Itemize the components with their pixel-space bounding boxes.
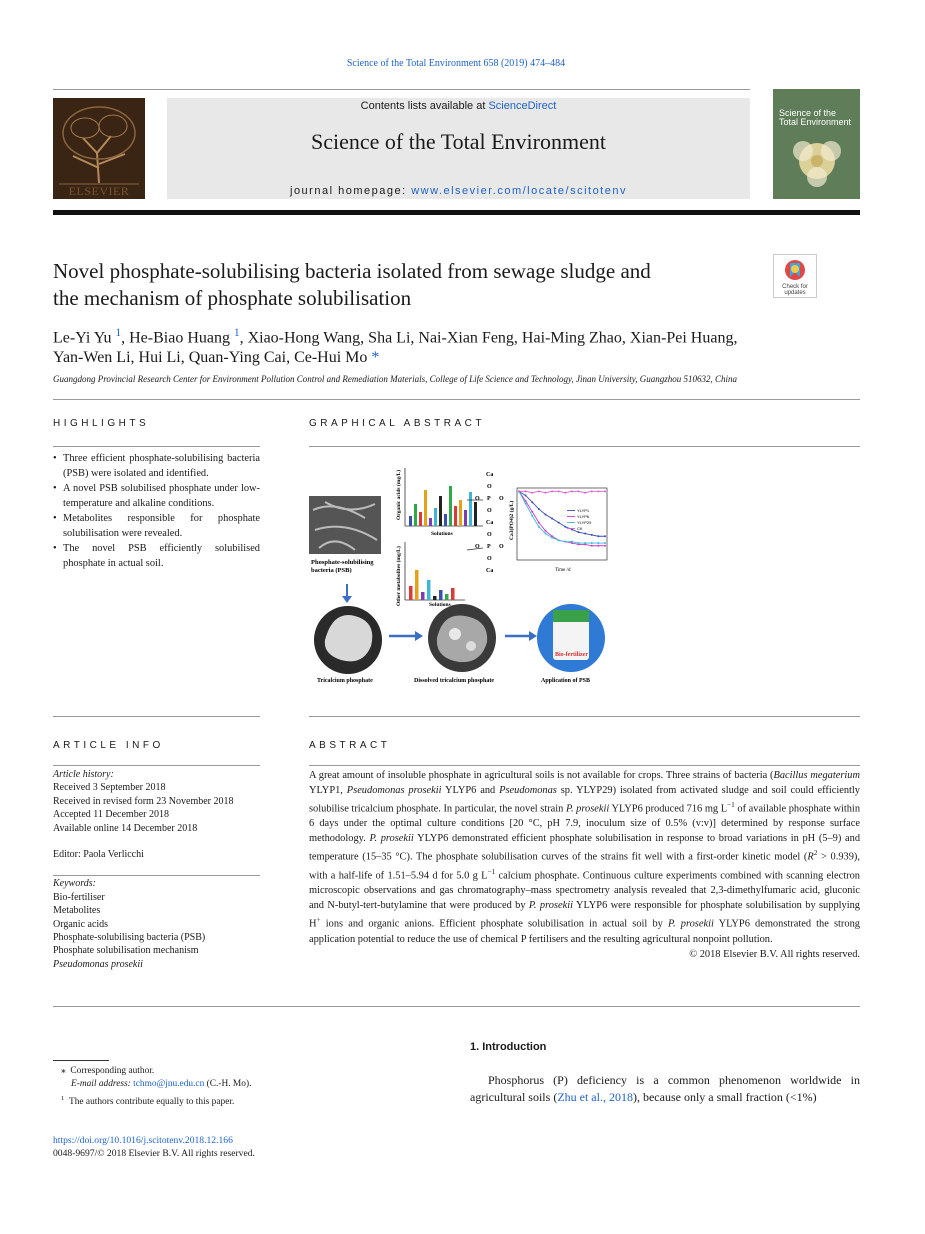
intro-text-1: Phosphorus (P) deficiency is a common phenomenon worldwide in agricultural soils (: [470, 1073, 860, 1104]
other-metabolites-panel: [395, 542, 465, 608]
series-point-ylyp29: [571, 541, 573, 543]
series-point-ylyp29: [597, 542, 599, 544]
online-date: Available online 14 December 2018: [53, 822, 198, 834]
series-point-ck: [564, 492, 566, 494]
abstract-heading: ABSTRACT: [309, 740, 391, 751]
o-atom: O: [475, 496, 480, 502]
organic-acid-bar: [439, 496, 442, 526]
header-thick-rule: [53, 210, 860, 215]
series-point-ylyp6: [531, 511, 533, 513]
highlights-bottom-rule: [53, 716, 260, 717]
title-line-1: Novel phosphate-solubilising bacteria isolated from sewage sludge and: [53, 259, 651, 283]
psb-label-1: Phosphate-solubilising: [311, 559, 374, 566]
series-point-ylyp29: [544, 533, 546, 535]
metabolite-bar: [433, 596, 437, 600]
authors-rest-2: Yan-Wen Li, Hui Li, Quan-Ying Cai, Ce-Hui Mo: [53, 349, 372, 367]
metabolite-bar: [445, 594, 449, 600]
o-atom: O: [499, 544, 504, 550]
series-point-ylyp29: [578, 542, 580, 544]
psb-label-2: bacteria (PSB): [311, 567, 352, 574]
journal-name: Science of the Total Environment: [311, 129, 606, 154]
corresponding-footnote: [53, 1065, 313, 1078]
author-huang: , He-Biao Huang: [121, 329, 234, 347]
series-point-ck: [525, 490, 527, 492]
history-label: Article history:: [53, 769, 114, 780]
article-title: [53, 258, 753, 312]
accepted-date: Accepted 11 December 2018: [53, 809, 169, 821]
series-point-ylyp1: [578, 531, 580, 533]
email-footnote: [53, 1078, 313, 1091]
series-point-ylyp29: [564, 541, 566, 543]
keyword: Bio-fertiliser: [53, 891, 105, 903]
series-point-ylyp6: [538, 522, 540, 524]
metabolite-bar: [439, 590, 443, 600]
series-line-ylyp6: [519, 491, 605, 545]
caption-tricalcium: Tricalcium phosphate: [317, 678, 373, 684]
series-point-ck: [578, 490, 580, 492]
citation-link[interactable]: Zhu et al., 2018: [557, 1089, 633, 1104]
o-atom: O: [487, 484, 492, 490]
footnote-star: ⁎: [61, 1066, 66, 1076]
introduction-heading: 1. Introduction: [470, 1041, 547, 1053]
check-for-updates-badge[interactable]: [773, 254, 817, 298]
organic-acid-bar: [449, 486, 452, 526]
calcium-phosphate-structure: [475, 472, 504, 574]
organic-acid-bar: [459, 500, 462, 526]
top-panel-xlabel: Solutions: [431, 531, 453, 537]
cover-title: Science of the Total Environment: [779, 108, 852, 127]
introduction-body: [470, 1072, 860, 1105]
series-point-ck: [551, 490, 553, 492]
abstract-body: A great amount of insoluble phosphate in agricultural soils is not available for crops. Three strains of bacteria (Bacillus megaterium YLYP1, Pseudomonas prosekii YLYP6 and Pseudomonas sp. YLYP29) isolated from activated sludge and soil could efficiently solubilise tricalcium phosphate. In particular, the novel strain P. prosekii YLYP6 produced 716 mg $L^{-1}$ of available phosphate within 6 days under the optimal culture conditions [20 °C, pH 7.9, inoculum size of 0.5% (v:v)] determined by response surface methodology. P. prosekii YLYP6 demonstrated efficient phosphate solubilisation in response to broad variations in pH (5–9) and temperature (15–35 °C). The phosphate solubilisation curves of the strains fit well with a first-order kinetic model $(R^2 > 0.939)$, with a half-life of 1.51–5.94 d for 5.0 g $L^{-1}$ calcium phosphate. Continuous culture experiments combined with scanning electron microscopic observations and gas chromatography–mass spectrometry analysis revealed that 2,3-dimethylfumaric acid, gluconic and N-butyl-tert-butylamine that were produced by P. prosekii YLYP6 were responsible for phosphate solubilisation by supplying H+ ions and organic anions. Efficient phosphate solubilisation in actual soil by P. prosekii YLYP6 demonstrated the strong application potential to reduce the use of chemical P fertilisers and the resulting agricultural nonpoint pollution. © 2018 Elsevier B.V. All rights reserved.: [309, 770, 861, 960]
keyword: Phosphate-solubilising bacteria (PSB): [53, 932, 206, 944]
keywords-rule: [53, 875, 260, 876]
organic-acid-bar: [429, 518, 432, 526]
organic-acid-bar: [474, 502, 477, 526]
series-point-ylyp1: [544, 513, 546, 515]
footnote-rule: [53, 1060, 109, 1061]
legend-label: YLYP6: [577, 514, 590, 519]
metabolite-bar: [409, 586, 413, 600]
editor: Editor: Paola Verlicchi: [53, 849, 144, 861]
o-atom: O: [487, 556, 492, 562]
highlights-rule: [53, 446, 260, 447]
metabolite-bar: [451, 588, 455, 600]
organic-acid-bar: [414, 504, 417, 526]
dissolved-spot: [449, 628, 461, 640]
corresponding-ref[interactable]: *: [371, 349, 380, 367]
series-point-ylyp29: [591, 542, 593, 544]
organic-acid-bar: [434, 508, 437, 526]
keyword: Metabolites: [53, 905, 101, 917]
organic-acid-bar: [444, 514, 447, 526]
series-point-ylyp1: [551, 518, 553, 520]
caption-application: Application of PSB: [541, 678, 591, 684]
legend-label: CK: [577, 526, 583, 531]
doi-link[interactable]: https://doi.org/10.1016/j.scitotenv.2018.12.166: [53, 1135, 233, 1146]
series-point-ck: [558, 490, 560, 492]
series-line-ylyp1: [519, 491, 605, 536]
metabolite-bar: [427, 580, 431, 600]
affiliation-rule: [53, 399, 860, 400]
graphical-abstract-bottom-rule: [309, 716, 860, 717]
homepage-link[interactable]: www.elsevier.com/locate/scitotenv: [411, 185, 627, 197]
header-rule: [53, 89, 750, 90]
intro-text-2: ), because only a small fraction (<1%): [632, 1089, 817, 1104]
equal-text: The authors contribute equally to this paper.: [68, 1096, 235, 1107]
curve-xlabel: Time /d: [555, 568, 571, 573]
doi-block: [53, 1134, 353, 1161]
series-point-ylyp1: [604, 535, 606, 537]
highlight-item: • Metabolites responsible for phosphate solubilisation were revealed.: [53, 511, 260, 541]
series-point-ylyp29: [604, 542, 606, 544]
corresponding-text: Corresponding author.: [70, 1066, 155, 1076]
legend-label: YLYP1: [577, 508, 590, 513]
highlights-heading: HIGHLIGHTS: [53, 418, 150, 429]
series-point-ylyp29: [551, 537, 553, 539]
crossmark-label-2: updates: [784, 290, 806, 296]
article-info-rule: [53, 765, 260, 766]
equal-contribution-footnote: [53, 1092, 313, 1110]
keyword: Pseudomonas prosekii: [53, 958, 143, 970]
right-arrow-head-icon: [529, 631, 537, 641]
organic-acid-bar: [424, 490, 427, 526]
series-point-ylyp1: [597, 535, 599, 537]
highlight-item: • The novel PSB efficiently solubilised phosphate in actual soil.: [53, 541, 260, 571]
email-suffix: (C.-H. Mo).: [204, 1079, 252, 1090]
author-yu: Le-Yi Yu: [53, 329, 116, 347]
series-point-ylyp1: [564, 526, 566, 528]
series-point-ylyp6: [597, 545, 599, 547]
authors-line-1: [53, 323, 853, 348]
metabolite-bar: [421, 592, 425, 600]
footnote-one: 1: [61, 1094, 65, 1102]
organic-acid-bar: [464, 510, 467, 526]
o-atom: O: [487, 508, 492, 514]
dissolved-spot: [466, 641, 476, 651]
article-info: [53, 768, 260, 971]
footnote-ref-1a[interactable]: 1: [115, 327, 122, 339]
affiliation: Guangdong Provincial Research Center for Environment Pollution Control and Remediation Materials, College of Life Science and Technology, Jinan University, Guangzhou 510632, China: [53, 374, 738, 384]
series-point-ck: [518, 490, 520, 492]
curve-series-group: [518, 490, 606, 546]
p-atom-bottom: P: [487, 544, 491, 550]
series-point-ylyp29: [525, 503, 527, 505]
keyword: Phosphate solubilisation mechanism: [53, 945, 199, 957]
series-point-ylyp1: [584, 533, 586, 535]
right-arrow-head-icon: [415, 631, 423, 641]
series-point-ck: [538, 490, 540, 492]
series-point-ylyp1: [538, 508, 540, 510]
series-point-ck: [597, 490, 599, 492]
organic-acid-bar: [469, 492, 472, 526]
graphical-abstract-heading: GRAPHICAL ABSTRACT: [309, 418, 485, 429]
series-point-ylyp1: [525, 494, 527, 496]
dissolved-particle: [437, 615, 487, 662]
series-point-ck: [544, 492, 546, 494]
p-atom-top: P: [487, 496, 491, 502]
graphical-abstract-svg: [305, 460, 615, 686]
homepage-line: [167, 185, 750, 197]
crossmark-icon: [783, 258, 807, 282]
homepage-label: journal homepage:: [290, 185, 412, 197]
ca-atom-mid: Ca: [486, 520, 494, 526]
highlights-list: [53, 451, 260, 571]
series-point-ylyp1: [531, 501, 533, 503]
cover-flower-icon: [773, 89, 860, 199]
series-point-ck: [591, 490, 593, 492]
issn-line: 0048-9697/© 2018 Elsevier B.V. All rights reserved.: [53, 1148, 255, 1160]
authors-line-2: [53, 348, 853, 368]
o-atom: O: [475, 544, 480, 550]
contents-prefix: Contents lists available at: [360, 100, 489, 112]
solubilisation-curve-chart: [508, 488, 607, 573]
series-point-ck: [584, 492, 586, 494]
copyright: © 2018 Elsevier B.V. All rights reserved.: [689, 948, 860, 960]
footnotes: [53, 1065, 313, 1109]
bottom-panel-xlabel: Solutions: [429, 602, 451, 608]
o-atom: O: [499, 496, 504, 502]
elsevier-logo: [53, 98, 145, 199]
organic-acid-bar: [419, 512, 422, 526]
series-point-ylyp1: [591, 534, 593, 536]
series-point-ylyp29: [538, 526, 540, 528]
down-arrow-head-icon: [342, 596, 352, 603]
legend-label: YLYP29: [577, 520, 592, 525]
authors-rest-1: , Xiao-Hong Wang, Sha Li, Nai-Xian Feng, Hai-Ming Zhao, Xian-Pei Huang,: [239, 329, 738, 347]
author-list: [53, 323, 853, 368]
crossmark-label-1: Check for: [782, 284, 808, 290]
keyword: Organic acids: [53, 918, 109, 930]
journal-banner: [167, 98, 750, 199]
series-point-ylyp6: [544, 530, 546, 532]
o-atom: O: [487, 532, 492, 538]
highlight-item: • Three efficient phosphate-solubilising bacteria (PSB) were isolated and identified.: [53, 451, 260, 481]
footnote-ref-1b[interactable]: 1: [233, 327, 240, 339]
series-point-ck: [571, 490, 573, 492]
publisher-wordmark: ELSEVIER: [68, 184, 130, 198]
series-point-ck: [604, 490, 606, 492]
series-point-ylyp1: [558, 522, 560, 524]
organic-acid-bar: [409, 516, 412, 526]
series-point-ylyp29: [531, 515, 533, 517]
metabolite-bar: [415, 570, 419, 600]
article-info-heading: ARTICLE INFO: [53, 740, 164, 751]
graphical-abstract-figure: [305, 460, 615, 686]
top-panel-ylabel: Organic acids (mg/L): [396, 469, 402, 520]
highlight-item: • A novel PSB solubilised phosphate under low-temperature and alkaline conditions.: [53, 481, 260, 511]
title-line-2: the mechanism of phosphate solubilisation: [53, 286, 412, 310]
caption-dissolved: Dissolved tricalcium phosphate: [414, 678, 495, 684]
curve-ylabel: Ca3(PO4)2 (g/L): [509, 500, 515, 540]
bottom-panel-ylabel: Other metabolites (mg/L): [396, 546, 402, 606]
organic-acids-panel: [395, 468, 483, 537]
email-label: E-mail address:: [71, 1079, 134, 1090]
graphical-abstract-rule: [309, 446, 860, 447]
series-point-ylyp29: [584, 542, 586, 544]
ca-atom-top: Ca: [486, 472, 494, 478]
organic-acid-bar: [454, 506, 457, 526]
email-link[interactable]: tchmo@jnu.edu.cn: [133, 1079, 205, 1090]
journal-cover[interactable]: [773, 89, 860, 199]
sem-image: [309, 496, 381, 554]
revised-date: Received in revised form 23 November 2018: [53, 795, 234, 807]
sciencedirect-link[interactable]: ScienceDirect: [488, 100, 557, 112]
series-point-ylyp6: [591, 545, 593, 547]
series-point-ylyp6: [604, 545, 606, 547]
running-title[interactable]: Science of the Total Environment 658 (2019) 474–484: [346, 58, 566, 69]
abstract-bottom-rule: [53, 1006, 860, 1007]
abstract-rule: [309, 765, 860, 766]
keywords-label: Keywords:: [53, 878, 96, 890]
curve-legend: [567, 508, 592, 531]
received-date: Received 3 September 2018: [53, 782, 166, 794]
curve-frame: [517, 488, 607, 560]
contents-line: [167, 100, 750, 112]
fertilizer-label: Bio-fertilizer: [555, 652, 588, 658]
fertilizer-bag-band: [553, 610, 589, 622]
series-point-ylyp29: [558, 539, 560, 541]
series-point-ck: [531, 492, 533, 494]
ca-atom-bottom: Ca: [486, 568, 494, 574]
